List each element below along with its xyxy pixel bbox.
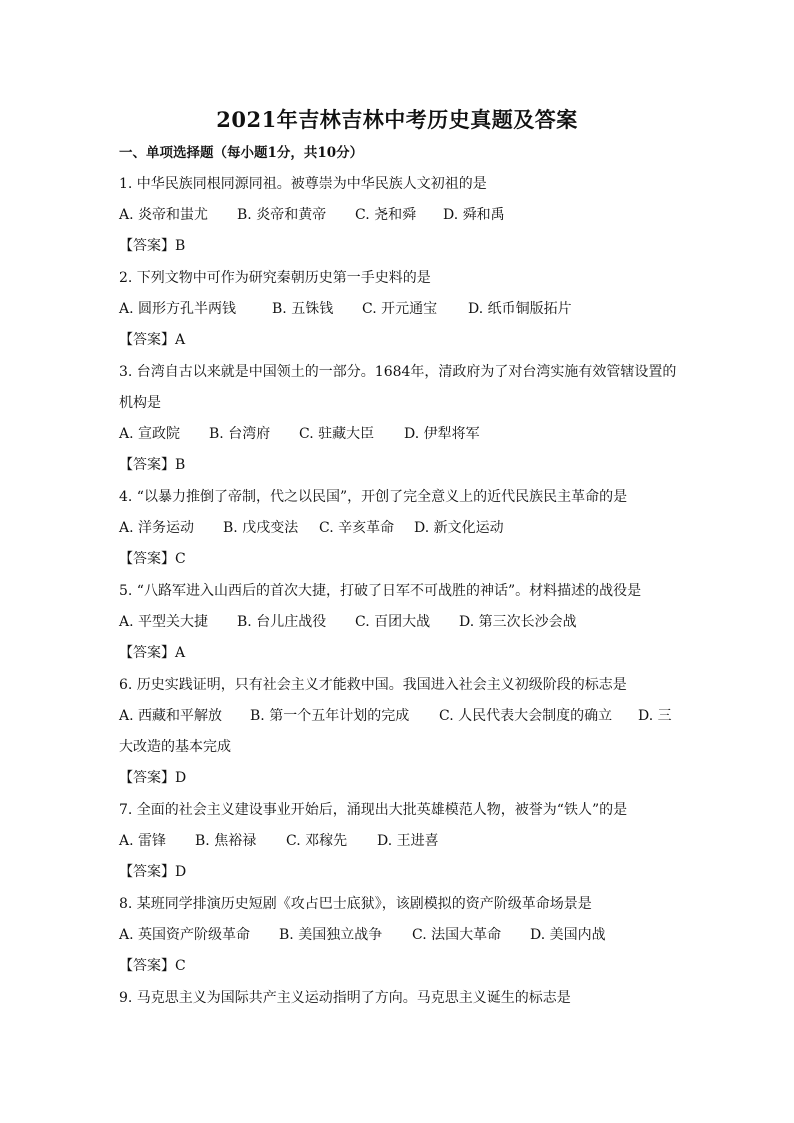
option-d: D. 王进喜 bbox=[377, 833, 439, 849]
option-d: D. 舜和禹 bbox=[443, 207, 505, 223]
question-6-options bbox=[119, 706, 672, 726]
question-6-options-continued: 大改造的基本完成 bbox=[119, 739, 231, 755]
question-6-stem: 6. 历史实践证明，只有社会主义才能救中国。我国进入社会主义初级阶段的标志是 bbox=[119, 677, 627, 693]
question-3-stem: 3. 台湾自古以来就是中国领土的一部分。1684年，清政府为了对台湾实施有效管辖设置的 bbox=[119, 364, 677, 380]
option-d: D. 伊犁将军 bbox=[404, 426, 480, 442]
answer-value: B bbox=[175, 238, 186, 254]
option-c: C. 辛亥革命 bbox=[319, 520, 395, 536]
question-4-stem: 4. “以暴力推倒了帝制，代之以民国”，开创了完全意义上的近代民族民主革命的是 bbox=[119, 489, 628, 505]
option-d: D. 三 bbox=[638, 708, 672, 724]
question-2-options bbox=[119, 299, 572, 319]
question-2-answer bbox=[119, 330, 185, 350]
option-c: C. 法国大革命 bbox=[412, 927, 502, 943]
answer-label: 【答案】 bbox=[119, 457, 175, 473]
question-8-options bbox=[119, 925, 606, 945]
answer-label: 【答案】 bbox=[119, 332, 175, 348]
option-a: A. 宣政院 bbox=[119, 426, 181, 442]
option-c: C. 人民代表大会制度的确立 bbox=[439, 708, 613, 724]
question-5-answer bbox=[119, 643, 185, 663]
option-a: A. 圆形方孔半两钱 bbox=[119, 301, 237, 317]
question-7-answer bbox=[119, 862, 186, 882]
question-3-stem-continued: 机构是 bbox=[119, 395, 161, 411]
option-d: D. 美国内战 bbox=[530, 927, 606, 943]
question-4-options bbox=[119, 518, 504, 538]
question-3-answer bbox=[119, 455, 185, 475]
option-b: B. 台儿庄战役 bbox=[237, 614, 327, 630]
page-title: 2021年吉林吉林中考历史真题及答案 bbox=[216, 107, 578, 132]
option-a: A. 雷锋 bbox=[119, 833, 167, 849]
answer-value: B bbox=[175, 457, 186, 473]
answer-label: 【答案】 bbox=[119, 770, 175, 786]
option-b: B. 美国独立战争 bbox=[279, 927, 383, 943]
option-a: A. 洋务运动 bbox=[119, 520, 195, 536]
option-c: C. 邓稼先 bbox=[286, 833, 348, 849]
option-b: B. 炎帝和黄帝 bbox=[237, 207, 327, 223]
answer-value: A bbox=[175, 645, 186, 661]
option-c: C. 尧和舜 bbox=[355, 207, 417, 223]
question-2-stem: 2. 下列文物中可作为研究秦朝历史第一手史料的是 bbox=[119, 270, 431, 286]
option-b: B. 第一个五年计划的完成 bbox=[250, 708, 410, 724]
option-b: B. 五铢钱 bbox=[272, 301, 334, 317]
answer-value: D bbox=[175, 864, 187, 880]
question-5-options bbox=[119, 612, 577, 632]
question-5-stem: 5. “八路军进入山西后的首次大捷，打破了日军不可战胜的神话”。材料描述的战役是 bbox=[119, 583, 642, 599]
answer-value: A bbox=[175, 332, 186, 348]
option-a: A. 西藏和平解放 bbox=[119, 708, 223, 724]
option-c: C. 百团大战 bbox=[355, 614, 431, 630]
question-6-answer bbox=[119, 768, 186, 788]
answer-value: D bbox=[175, 770, 187, 786]
question-1-answer bbox=[119, 236, 185, 256]
answer-label: 【答案】 bbox=[119, 551, 175, 567]
option-b: B. 焦裕禄 bbox=[195, 833, 257, 849]
option-a: A. 英国资产阶级革命 bbox=[119, 927, 251, 943]
option-c: C. 开元通宝 bbox=[362, 301, 438, 317]
question-4-answer bbox=[119, 549, 186, 569]
option-a: A. 炎帝和蚩尤 bbox=[119, 207, 209, 223]
option-b: B. 戊戌变法 bbox=[223, 520, 299, 536]
question-8-answer bbox=[119, 956, 186, 976]
answer-value: C bbox=[175, 958, 186, 974]
option-a: A. 平型关大捷 bbox=[119, 614, 209, 630]
question-1-options bbox=[119, 205, 505, 225]
answer-label: 【答案】 bbox=[119, 864, 175, 880]
option-d: D. 纸币铜版拓片 bbox=[468, 301, 572, 317]
question-3-options bbox=[119, 424, 480, 444]
question-8-stem: 8. 某班同学排演历史短剧《攻占巴士底狱》，该剧模拟的资产阶级革命场景是 bbox=[119, 896, 592, 912]
question-7-options bbox=[119, 831, 439, 851]
option-d: D. 第三次长沙会战 bbox=[459, 614, 577, 630]
answer-label: 【答案】 bbox=[119, 645, 175, 661]
answer-value: C bbox=[175, 551, 186, 567]
answer-label: 【答案】 bbox=[119, 958, 175, 974]
section-heading: 一、单项选择题（每小题1分，共10分） bbox=[119, 145, 364, 161]
option-d: D. 新文化运动 bbox=[414, 520, 504, 536]
option-c: C. 驻藏大臣 bbox=[299, 426, 375, 442]
question-1-stem: 1. 中华民族同根同源同祖。被尊崇为中华民族人文初祖的是 bbox=[119, 176, 487, 192]
question-9-stem: 9. 马克思主义为国际共产主义运动指明了方向。马克思主义诞生的标志是 bbox=[119, 990, 571, 1006]
answer-label: 【答案】 bbox=[119, 238, 175, 254]
option-b: B. 台湾府 bbox=[209, 426, 271, 442]
question-7-stem: 7. 全面的社会主义建设事业开始后，涌现出大批英雄模范人物，被誉为“铁人”的是 bbox=[119, 802, 628, 818]
